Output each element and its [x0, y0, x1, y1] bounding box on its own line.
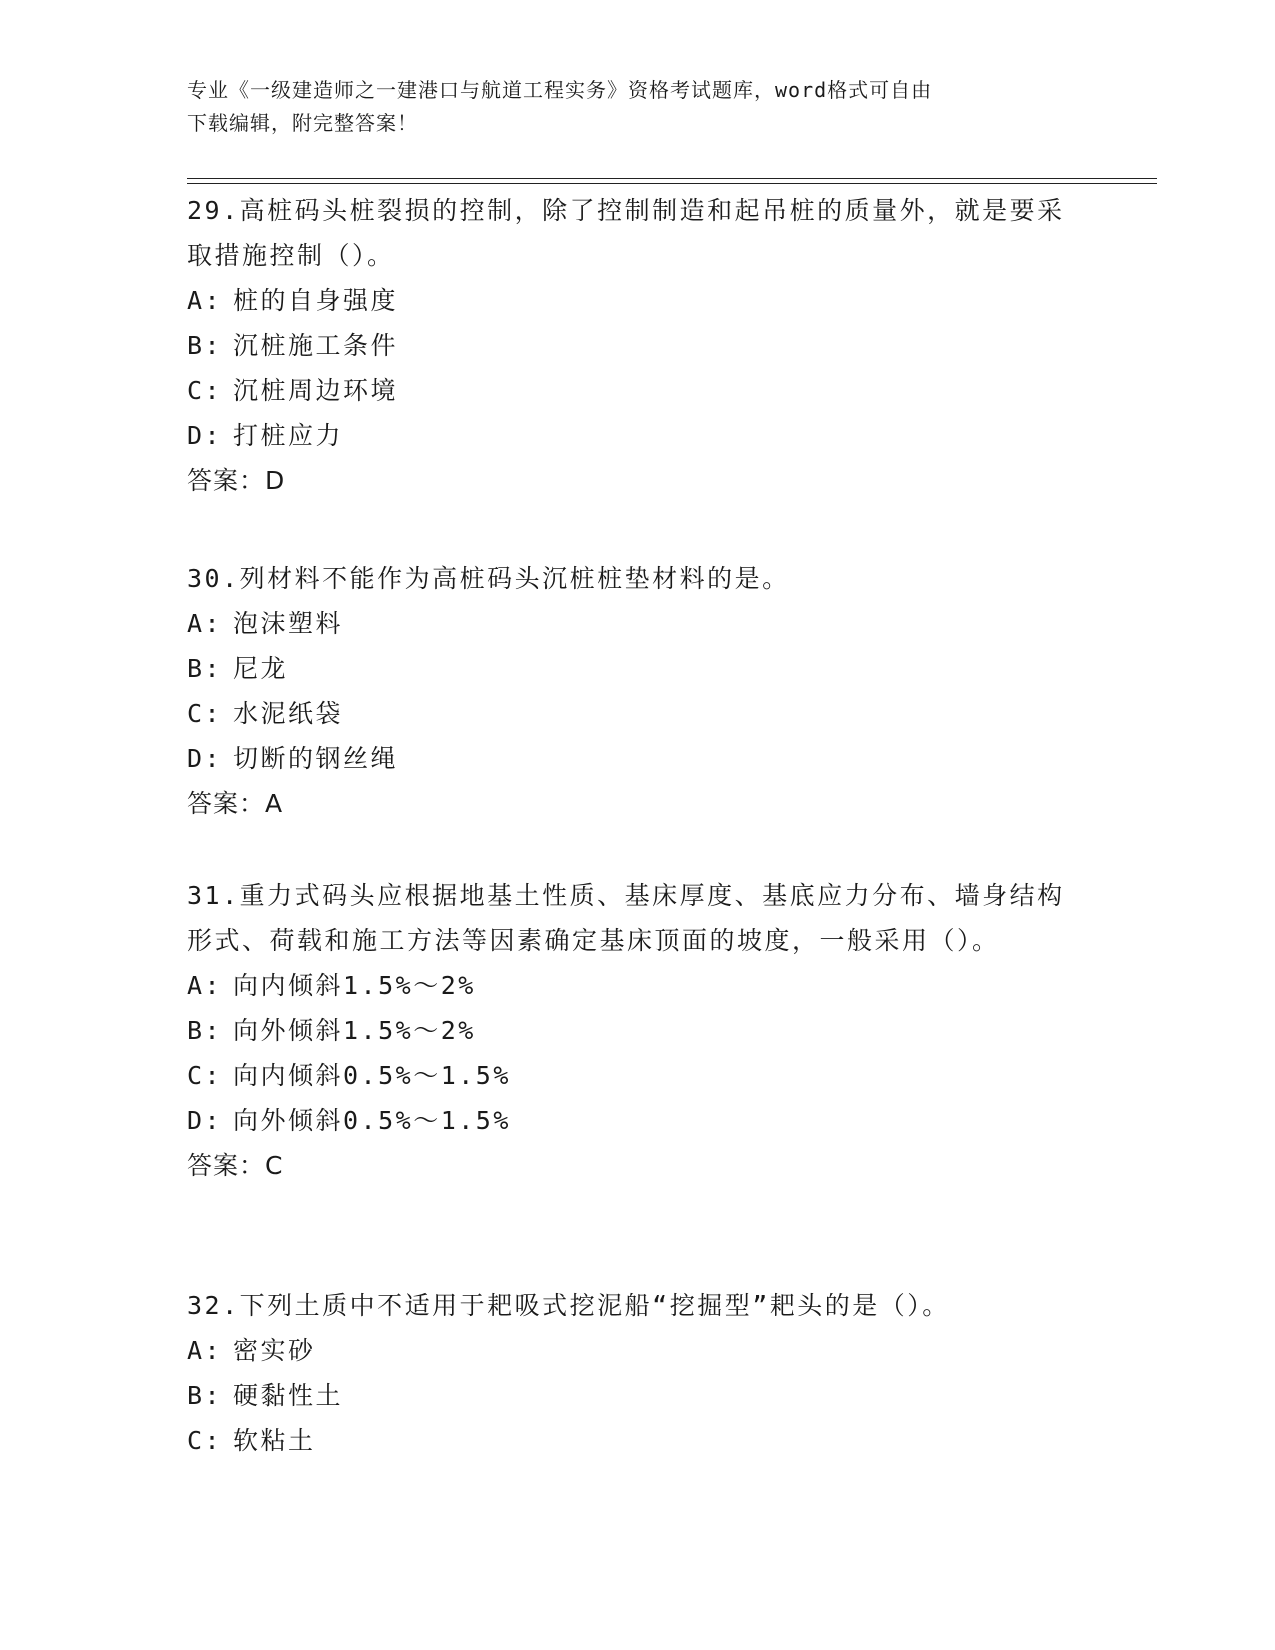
question-29 [187, 188, 1087, 503]
option-letter: B: [187, 654, 223, 683]
option-letter: D: [187, 1106, 223, 1135]
question-31 [187, 873, 1087, 1188]
option-text: 向外倾斜0.5%～1.5% [233, 1106, 511, 1135]
option-letter: B: [187, 1381, 223, 1410]
option-text: 尼龙 [233, 654, 289, 683]
answer: 答案：C [187, 1151, 284, 1180]
option-letter: A: [187, 971, 223, 1000]
option-b [187, 323, 1087, 368]
option-letter: C: [187, 1426, 223, 1455]
option-text: 沉桩施工条件 [233, 331, 399, 360]
option-text: 密实砂 [233, 1336, 316, 1365]
option-text: 桩的自身强度 [233, 286, 399, 315]
question-text: 29.高桩码头桩裂损的控制，除了控制制造和起吊桩的质量外，就是要采取措施控制（）。 [187, 196, 1065, 270]
option-c [187, 691, 1087, 736]
answer: 答案：A [187, 789, 284, 818]
option-text: 向内倾斜0.5%～1.5% [233, 1061, 511, 1090]
option-c [187, 1053, 1087, 1098]
option-d [187, 736, 1087, 781]
question-30 [187, 556, 1087, 826]
option-text: 沉桩周边环境 [233, 376, 399, 405]
option-text: 向外倾斜1.5%～2% [233, 1016, 476, 1045]
header-line-1: 专业《一级建造师之一建港口与航道工程实务》资格考试题库，word格式可自由 [187, 78, 933, 102]
option-letter: A: [187, 1336, 223, 1365]
option-c [187, 368, 1087, 413]
option-letter: A: [187, 609, 223, 638]
option-text: 软粘土 [233, 1426, 316, 1455]
option-b [187, 646, 1087, 691]
option-d [187, 413, 1087, 458]
option-letter: B: [187, 331, 223, 360]
option-text: 切断的钢丝绳 [233, 744, 399, 773]
option-text: 打桩应力 [233, 421, 344, 450]
option-a [187, 601, 1087, 646]
question-text: 30.列材料不能作为高桩码头沉桩桩垫材料的是。 [187, 564, 790, 593]
option-text: 向内倾斜1.5%～2% [233, 971, 476, 1000]
question-text: 32.下列土质中不适用于耙吸式挖泥船“挖掘型”耙头的是（）。 [187, 1291, 950, 1320]
header-divider-top [187, 178, 1157, 179]
header-line-2: 下载编辑，附完整答案！ [187, 111, 418, 135]
option-letter: D: [187, 421, 223, 450]
option-a [187, 278, 1087, 323]
option-b [187, 1008, 1087, 1053]
header-divider-bottom [187, 183, 1157, 184]
question-32 [187, 1283, 1087, 1463]
option-letter: C: [187, 699, 223, 728]
option-letter: C: [187, 376, 223, 405]
option-letter: A: [187, 286, 223, 315]
option-letter: C: [187, 1061, 223, 1090]
option-a [187, 963, 1087, 1008]
option-b [187, 1373, 1087, 1418]
document-header [187, 74, 1087, 140]
option-d [187, 1098, 1087, 1143]
option-c [187, 1418, 1087, 1463]
option-letter: D: [187, 744, 223, 773]
option-letter: B: [187, 1016, 223, 1045]
answer: 答案：D [187, 466, 286, 495]
option-text: 泡沫塑料 [233, 609, 344, 638]
option-a [187, 1328, 1087, 1373]
question-text: 31.重力式码头应根据地基土性质、基床厚度、基底应力分布、墙身结构形式、荷载和施工方法等因素确定基床顶面的坡度，一般采用（）。 [187, 881, 1065, 955]
option-text: 硬黏性土 [233, 1381, 344, 1410]
option-text: 水泥纸袋 [233, 699, 344, 728]
